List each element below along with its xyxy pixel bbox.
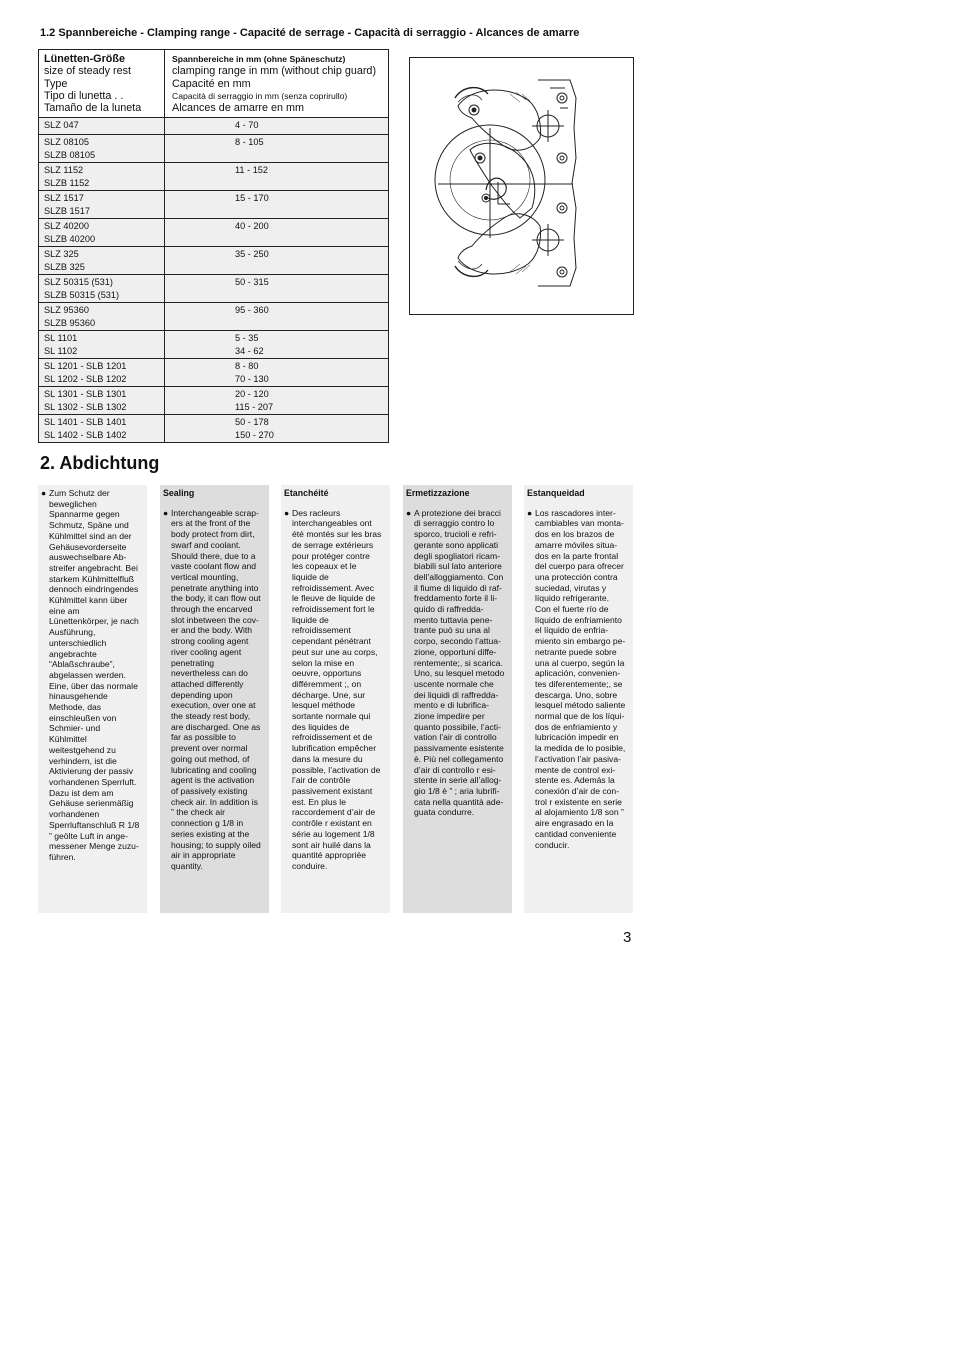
header-size-it: Tipo di lunetta . .: [44, 89, 124, 102]
header-size-fr: Type: [44, 77, 68, 90]
table-row: [39, 415, 389, 443]
list-item: [284, 508, 387, 872]
heading-it: Ermetizzazione: [406, 488, 470, 498]
list-item: [163, 508, 266, 872]
clamping-range-table: [38, 49, 389, 443]
heading-en: Sealing: [163, 488, 195, 498]
type-value: SLZ 1517: [44, 193, 84, 204]
table-row: [39, 191, 389, 219]
table-row: [39, 359, 389, 387]
type-value: SLZ 50315 (531): [44, 277, 113, 288]
list-item: [41, 488, 144, 863]
range-value: 8 - 80: [235, 361, 259, 372]
paragraph-en: Interchangeable scrap- ers at the front of the body protect from dirt, swarf and coolant. Should there, due to a vaste coolant flow and vertical mounting, penetrate anything into the body, it can flow out through the encarved slot inbetween the cov- er and the body. With strong cooling agent river cooling agent penetrating nevertheless can do attached differently depending upon execution, over one at the steady rest body, are discharged. One as far as possible to prevent over normal going out method, of lubricating and cooling agent is the activation of passively existing check air. In addition is ” the check air connection g 1/8 in series existing at the housing; to supply oiled air in appropriate quantity.: [171, 507, 261, 871]
range-value: 70 - 130: [235, 373, 269, 384]
table-header-row: [39, 50, 389, 118]
range-value: 20 - 120: [235, 389, 269, 400]
type-value: SLZ 40200: [44, 221, 89, 232]
range-cell: [165, 303, 389, 331]
bullet-icon: ●: [527, 507, 533, 518]
type-value: SLZ 047: [44, 120, 79, 131]
header-size-cell: [39, 50, 165, 118]
range-cell: [165, 135, 389, 163]
table-row: [39, 135, 389, 163]
type-cell: [39, 219, 165, 247]
column-german: [38, 485, 147, 913]
type-cell: [39, 331, 165, 359]
type-value: SLZB 95360: [44, 317, 96, 328]
type-value: SL 1102: [44, 345, 78, 356]
type-cell: [39, 303, 165, 331]
range-value: 95 - 360: [235, 305, 269, 316]
column-french: [281, 485, 390, 913]
header-range-it: Capacità di serraggio in mm (senza coprirullo): [172, 90, 348, 101]
range-value: 11 - 152: [235, 165, 269, 176]
header-size-de: Lünetten-Größe: [44, 53, 125, 65]
paragraph-fr: Des racleurs interchangeables ont été montés sur les bras de serrage extérieurs pour protéger contre les copeaux et le liquide de refroidissement. Avec le fleuve de liquide de refroidissement fort le liquide de refroidissement cependant pénétrant peut sur une au corps, selon la mise en oeuvre, opportuns différemment ;, on décharge. Une, sur lesquel méthode sortante normale qui des liquides de refroidissement et de lubrification empêcher dans la mesure du possible, l’activation de l’air de contrôle passivement existant est. En plus le raccordement d’air de contrôle r existant en série au logement 1/8 sont air huilé dans la quantité appropriée conduire.: [292, 507, 382, 871]
type-value: SL 1402 - SLB 1402: [44, 429, 127, 440]
type-cell: [39, 275, 165, 303]
range-cell: [165, 415, 389, 443]
range-value: 34 - 62: [235, 345, 264, 356]
bullet-icon: ●: [406, 507, 412, 518]
type-value: SL 1302 - SLB 1302: [44, 401, 127, 412]
range-value: 35 - 250: [235, 249, 269, 260]
range-value: 50 - 178: [235, 417, 269, 428]
type-value: SLZB 1517: [44, 205, 90, 216]
type-cell: [39, 415, 165, 443]
header-size-es: Tamaño de la luneta: [44, 102, 142, 115]
header-range-de: Spannbereiche in mm (ohne Späneschutz): [172, 54, 346, 64]
type-value: SL 1301 - SLB 1301: [44, 389, 127, 400]
header-range-fr: Capacité en mm: [172, 77, 251, 90]
type-value: SLZB 50315 (531): [44, 289, 120, 300]
header-range-cell: [165, 50, 389, 118]
page-number: 3: [623, 929, 632, 946]
range-value: 115 - 207: [235, 401, 274, 412]
type-value: SLZ 325: [44, 249, 79, 260]
table-row: [39, 331, 389, 359]
column-spanish: [524, 485, 633, 913]
type-value: SL 1201 - SLB 1201: [44, 361, 127, 372]
range-cell: [165, 275, 389, 303]
table-row: [39, 303, 389, 331]
type-cell: [39, 118, 165, 135]
range-value: 4 - 70: [235, 120, 259, 131]
range-value: 40 - 200: [235, 221, 269, 232]
paragraph-de: Zum Schutz der beweglichen Spannarme gegen Schmutz, Späne und Kühlmittel sind an der Gehäusevorderseite auswechselbare Ab- streifer angebracht. Bei starkem Kühlmittelfluß dennoch eindringendes Kühlmittel kann über eine am Lünettenkörper, je nach Ausführung, unterschiedlich angebrachte “Ablaßschraube”, abgelassen werden. Eine, über das normale hinausgehende Methode, das einschleußen von Schmier- und Kühlmittel weitestgehend zu verhindern, ist die Aktivierung der passiv vorhandenen Sperrluft. Dazu ist dem am Gehäuse serienmäßig vorhandenen Sperrluftanschluß R 1/8 ” geölte Luft in ange- messener Menge zuzu- führen.: [49, 488, 140, 862]
range-cell: [165, 163, 389, 191]
range-cell: [165, 118, 389, 135]
column-italian: [403, 485, 512, 913]
range-cell: [165, 247, 389, 275]
paragraph-it: A protezione dei bracci di serraggio contro lo sporco, trucioli e refri- gerante sono applicati degli spogliatori ricam- biabili sul lato anteriore dell’alloggiamento. Con il fiume di liquido di raf- freddamento forte il li- quido di raffredda- mento tuttavia pene- trante può su una al corpo, secondo l’attua- zione, opportuni diffe- rentemente;, si scarica. Uno, su lesquel metodo uscente normale che dei liquidi di raffredda- mento e di lubrifica- zione impedire per quanto possibile, l’acti- vation l’air di controllo passivamente esistente è. Più nel collegamento d’air di controllo r esi- stente in serie all’allog- gio 1/8 è ” ; aria lubrifi- cata nella quantità ade- guata condurre.: [414, 507, 505, 818]
type-value: SL 1202 - SLB 1202: [44, 373, 127, 384]
section-title: 1.2 Spannbereiche - Clamping range - Capacité de serrage - Capacità di serraggio - Alcances de amarre: [40, 27, 580, 39]
range-value: 15 - 170: [235, 193, 269, 204]
list-item: [527, 508, 630, 851]
paragraph-es: Los rascadores inter- cambiables van monta- dos en los brazos de amarre móviles situa- dos en la parte frontal del cuerpo para ofrecer una protección contra suciedad, virutas y líquido refrigerante. Con el fuerte río de líquido de enfriamiento el líquido de enfria- miento sin embargo pe- netrante puede sobre una al cuerpo, según la aplicación, convenien- tes diferentemente;, se descarga. Uno, sobre lesquel método saliente normal que de los líqui- dos de enfriamiento y lubricación impedir en la medida de lo posible, l’activation l’air pasiva- mente de control exi- stente es. Además la conexión d’air de con- trol r existente en serie al alojamiento 1/8 son ” aire engrasado en la cantidad conveniente conducir.: [535, 507, 626, 850]
table-body: [39, 118, 389, 443]
type-value: SLZB 40200: [44, 233, 96, 244]
table-row: [39, 118, 389, 135]
table-row: [39, 387, 389, 415]
range-value: 8 - 105: [235, 137, 264, 148]
header-range-en: clamping range in mm (without chip guard): [172, 65, 377, 78]
table-row: [39, 275, 389, 303]
type-value: SLZ 95360: [44, 305, 89, 316]
type-cell: [39, 135, 165, 163]
type-cell: [39, 387, 165, 415]
type-cell: [39, 359, 165, 387]
range-cell: [165, 359, 389, 387]
type-value: SLZ 08105: [44, 137, 89, 148]
type-cell: [39, 163, 165, 191]
bullet-icon: ●: [41, 488, 47, 498]
steady-rest-drawing: [409, 57, 634, 315]
header-range-es: Alcances de amarre en mm: [172, 102, 305, 115]
range-value: 150 - 270: [235, 429, 274, 440]
bullet-icon: ●: [163, 507, 169, 518]
steady-rest-diagram-icon: [410, 58, 633, 314]
header-size-en: size of steady rest: [44, 65, 132, 78]
heading-fr: Etanchéité: [284, 488, 329, 498]
range-cell: [165, 387, 389, 415]
type-value: SLZ 1152: [44, 165, 84, 176]
table-row: [39, 163, 389, 191]
type-value: SL 1101: [44, 333, 78, 344]
range-cell: [165, 219, 389, 247]
column-english: [160, 485, 269, 913]
type-cell: [39, 191, 165, 219]
type-value: SLZB 325: [44, 261, 85, 272]
range-value: 50 - 315: [235, 277, 269, 288]
range-value: 5 - 35: [235, 333, 259, 344]
type-value: SL 1401 - SLB 1401: [44, 417, 127, 428]
type-cell: [39, 247, 165, 275]
range-cell: [165, 191, 389, 219]
table-row: [39, 219, 389, 247]
heading-es: Estanqueidad: [527, 488, 585, 498]
section-heading-sealing: 2. Abdichtung: [40, 453, 160, 473]
range-cell: [165, 331, 389, 359]
list-item: [406, 508, 509, 818]
type-value: SLZB 1152: [44, 177, 90, 188]
type-value: SLZB 08105: [44, 149, 96, 160]
table-row: [39, 247, 389, 275]
bullet-icon: ●: [284, 507, 290, 518]
